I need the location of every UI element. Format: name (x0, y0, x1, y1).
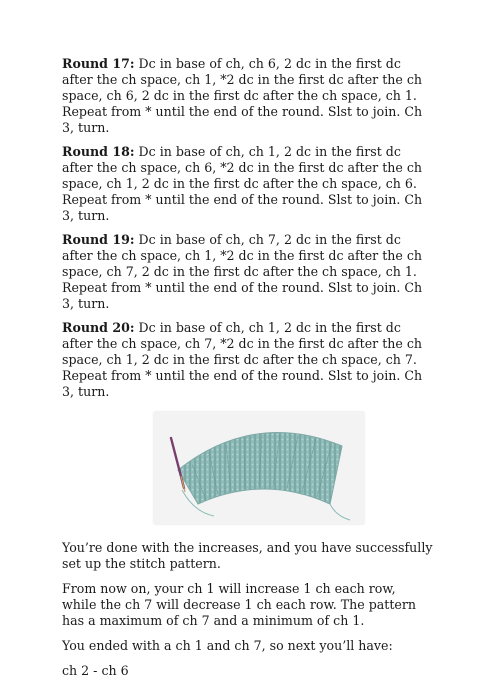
round-19-label: Round 19: (62, 232, 135, 247)
crochet-swatch-illustration (154, 412, 364, 524)
paragraph-next-counts: ch 2 - ch 6 (62, 663, 129, 678)
document-body (62, 56, 434, 688)
round-20-paragraph (62, 320, 434, 400)
round-18-label: Round 18: (62, 144, 135, 159)
round-17-label: Round 17: (62, 56, 135, 71)
round-19-paragraph (62, 232, 434, 312)
round-17-paragraph (62, 56, 434, 136)
round-20-text: Dc in base of ch, ch 1, 2 dc in the first dc after the ch space, ch 7, *2 dc in the first dc after the ch space, ch 1, 2 dc in the first dc after the ch space, ch 7. Repeat from * until the end of the round. Slst to join. Ch 3, turn. (62, 320, 423, 399)
round-17-text: Dc in base of ch, ch 6, 2 dc in the first dc after the ch space, ch 1, *2 dc in the first dc after the ch space, ch 6, 2 dc in the first dc after the ch space, ch 1. Repeat from * until the end of the round. Slst to join. Ch 3, turn. (62, 56, 423, 135)
round-20-label: Round 20: (62, 320, 135, 335)
round-19-text: Dc in base of ch, ch 7, 2 dc in the first dc after the ch space, ch 1, *2 dc in the first dc after the ch space, ch 7, 2 dc in the first dc after the ch space, ch 1. Repeat from * until the end of the round. Slst to join. Ch 3, turn. (62, 232, 423, 311)
round-18-text: Dc in base of ch, ch 1, 2 dc in the first dc after the ch space, ch 6, *2 dc in the first dc after the ch space, ch 1, 2 dc in the first dc after the ch space, ch 6. Repeat from * until the end of the round. Slst to join. Ch 3, turn. (62, 144, 423, 223)
crochet-swatch-photo (154, 412, 364, 524)
paragraph-pattern-rule: From now on, your ch 1 will increase 1 ch each row, while the ch 7 will decrease 1 ch each row. The pattern has a maximum of ch 7 and a minimum of ch 1. (62, 581, 416, 628)
paragraph-next: You ended with a ch 1 and ch 7, so next you’ll have: (62, 638, 393, 653)
paragraph-increases-done: You’re done with the increases, and you have successfully set up the stitch pattern. (62, 540, 433, 571)
explanation-section (62, 540, 434, 679)
round-18-paragraph (62, 144, 434, 224)
